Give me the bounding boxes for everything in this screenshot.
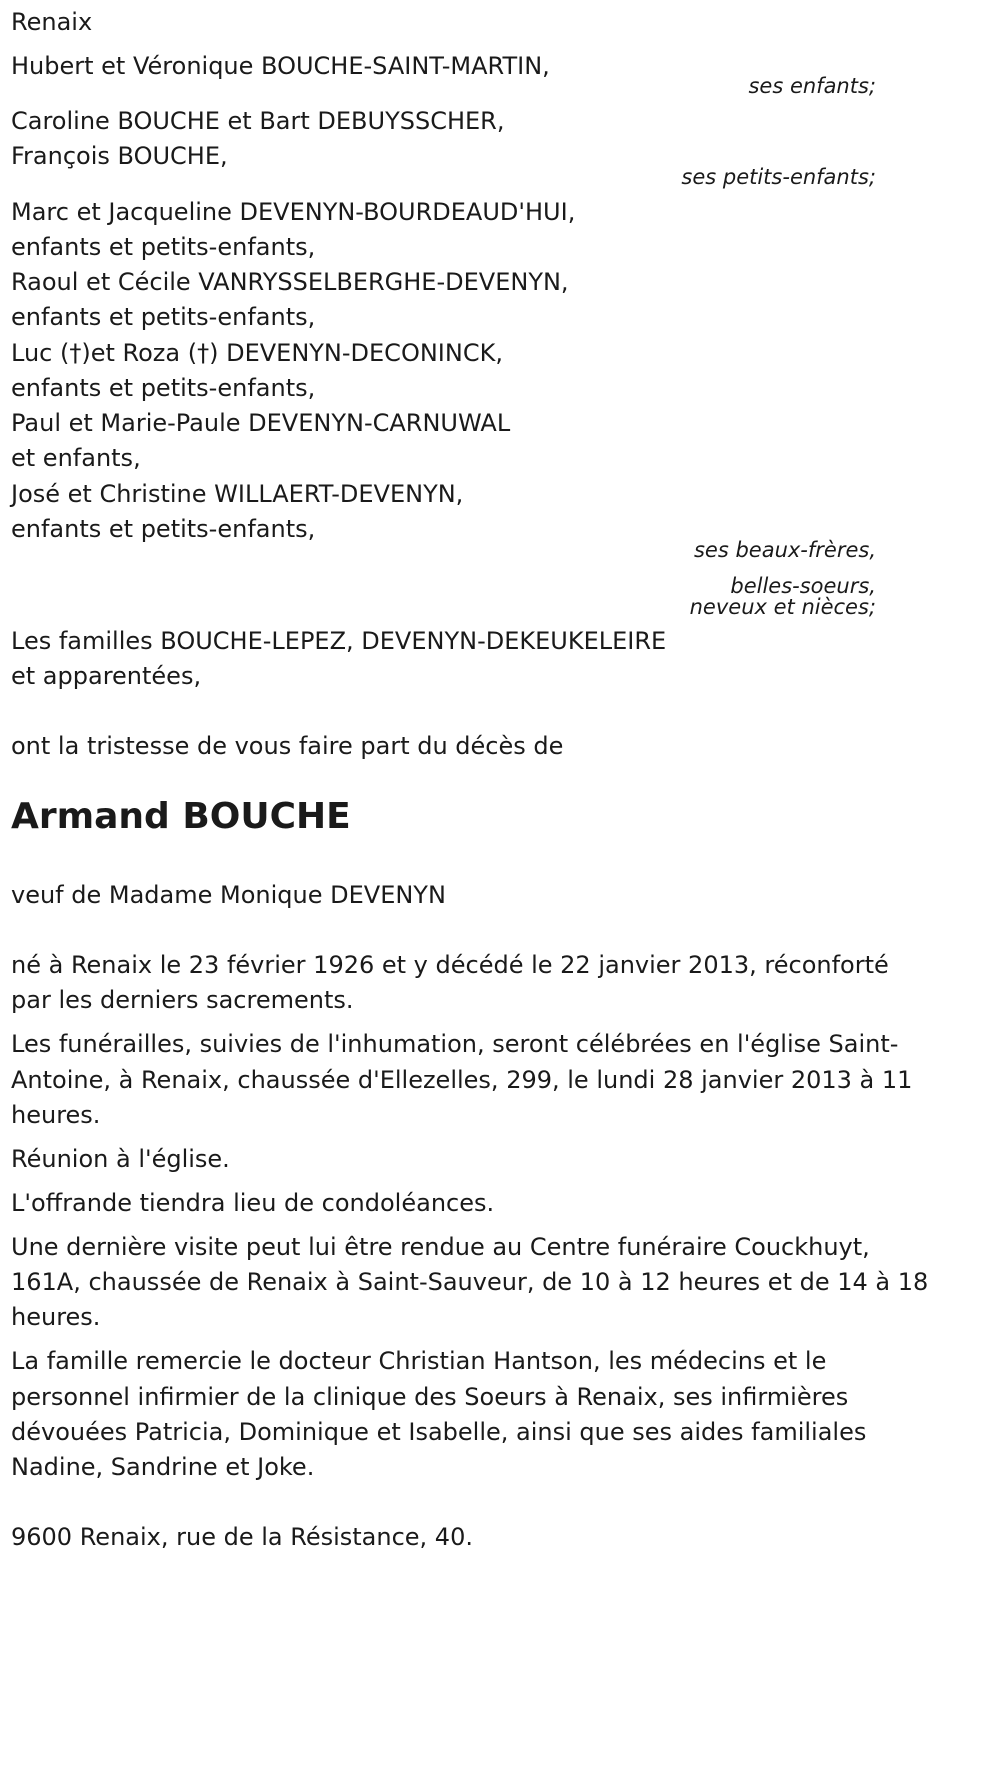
children-line: Hubert et Véronique BOUCHE-SAINT-MARTIN, (11, 52, 550, 80)
inlaw-line: José et Christine WILLAERT-DEVENYN, (11, 480, 464, 508)
thanks-line-2: personnel infirmier de la clinique des Soeurs à Renaix, ses infirmières (11, 1383, 849, 1411)
funeral-line-2: Antoine, à Renaix, chaussée d'Ellezelles, 299, le lundi 28 janvier 2013 à 11 (11, 1066, 913, 1094)
deceased-name: Armand BOUCHE (11, 796, 351, 837)
announcement: ont la tristesse de vous faire part du décès de (11, 732, 564, 760)
meeting-line: Réunion à l'église. (11, 1145, 230, 1173)
inlaw-line: enfants et petits-enfants, (11, 515, 316, 543)
inlaw-line: Luc (†)et Roza (†) DEVENYN-DECONINCK, (11, 339, 503, 367)
grandchild-line-2: François BOUCHE, (11, 142, 228, 170)
visit-line-2: 161A, chaussée de Renaix à Saint-Sauveur, de 10 à 12 heures et de 14 à 18 (11, 1268, 929, 1296)
offering-line: L'offrande tiendra lieu de condoléances. (11, 1189, 495, 1217)
families-line-2: et apparentées, (11, 662, 202, 690)
inlaw-line: Raoul et Cécile VANRYSSELBERGHE-DEVENYN, (11, 268, 569, 296)
inlaw-line: enfants et petits-enfants, (11, 374, 316, 402)
funeral-line-3: heures. (11, 1101, 101, 1129)
funeral-line-1: Les funérailles, suivies de l'inhumation, seront célébrées en l'église Saint- (11, 1030, 899, 1058)
address-line: 9600 Renaix, rue de la Résistance, 40. (11, 1523, 473, 1551)
inlaws-role-3: neveux et nièces; (689, 595, 876, 619)
inlaw-line: enfants et petits-enfants, (11, 303, 316, 331)
inlaw-line: Marc et Jacqueline DEVENYN-BOURDEAUD'HUI, (11, 198, 576, 226)
visit-line-3: heures. (11, 1303, 101, 1331)
inlaws-role-1: ses beaux-frères, (693, 538, 876, 562)
inlaw-line: enfants et petits-enfants, (11, 233, 316, 261)
widower-line: veuf de Madame Monique DEVENYN (11, 881, 446, 909)
inlaw-line: Paul et Marie-Paule DEVENYN-CARNUWAL (11, 409, 511, 437)
birth-death-line-1: né à Renaix le 23 février 1926 et y décédé le 22 janvier 2013, réconforté (11, 951, 889, 979)
children-role: ses enfants; (748, 74, 876, 98)
inlaws-role-2: belles-soeurs, (730, 574, 876, 598)
city-heading: Renaix (11, 8, 93, 36)
thanks-line-1: La famille remercie le docteur Christian Hantson, les médecins et le (11, 1347, 827, 1375)
visit-line-1: Une dernière visite peut lui être rendue au Centre funéraire Couckhuyt, (11, 1233, 870, 1261)
birth-death-line-2: par les derniers sacrements. (11, 986, 354, 1014)
thanks-line-4: Nadine, Sandrine et Joke. (11, 1453, 315, 1481)
thanks-line-3: dévouées Patricia, Dominique et Isabelle, ainsi que ses aides familiales (11, 1418, 867, 1446)
families-line-1: Les familles BOUCHE-LEPEZ, DEVENYN-DEKEUKELEIRE (11, 627, 667, 655)
grandchild-line-1: Caroline BOUCHE et Bart DEBUYSSCHER, (11, 107, 505, 135)
grandchildren-role: ses petits-enfants; (681, 165, 876, 189)
inlaw-line: et enfants, (11, 444, 141, 472)
